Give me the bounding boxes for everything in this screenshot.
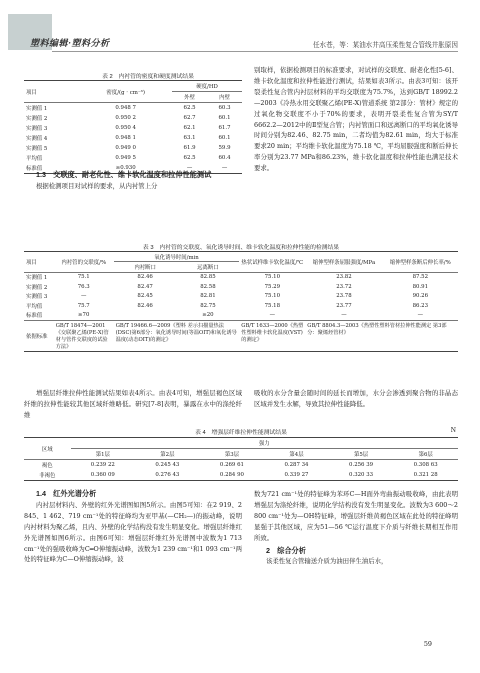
- table-cell: 0.239 22: [90, 462, 115, 468]
- table-cell: ≥70: [78, 312, 90, 319]
- table-cell: 0.950 4: [115, 125, 136, 131]
- table-cell: 60.1: [218, 135, 231, 141]
- table2-header-item: 项目: [24, 81, 79, 103]
- table-cell: GB/T 1633—2000《热塑性塑料维卡软化温度(VST)的测定》: [241, 322, 304, 343]
- section-1-4-continued: 数为721 cm⁻¹处的特征峰为苯环C—H面外弯曲振动吸收峰，由此表明增强层为涤纶纤维，说明化学结构没有发生明显变化。波数为3 600～2 800 cm⁻¹处为—OH特征峰，增强层纤维黄褐色区域在此处的特征峰明显强于其他区域，应为51—56 ℃运行温度下介质与纤维长期相互作用所致。: [254, 490, 458, 542]
- table-row: [24, 103, 242, 114]
- table-row: [24, 153, 242, 163]
- table3-header-oit: 氧化诱导时间/min: [114, 252, 240, 262]
- table-cell: 75.7: [77, 302, 90, 309]
- table3-header-oit-far: 远离断口: [177, 262, 240, 272]
- table2-header-density: 密度/(g · cm⁻³): [79, 81, 172, 103]
- table-row: [24, 143, 242, 153]
- table-cell: 75.18: [264, 302, 281, 309]
- table-cell: 第3层: [200, 449, 265, 460]
- table-cell: 82.81: [200, 293, 216, 300]
- table-cell: 非褐色: [39, 473, 56, 479]
- table-cell: GB/T 18474—2001《交联聚乙烯(PE-X)管材与管件交联度的试验方法》: [55, 322, 109, 350]
- table3-header-oit-near: 内衬断口: [114, 262, 177, 272]
- table-cell: 0.276 43: [155, 472, 180, 478]
- table-cell: 实测值 1: [26, 275, 48, 282]
- table-cell: [114, 310, 177, 320]
- table2-caption: 表 2 内衬管的密度和硬度测试结果: [102, 74, 194, 80]
- table-cell: —: [186, 165, 193, 171]
- table-cell: 标准值: [26, 166, 43, 172]
- table-cell: 23.72: [336, 283, 352, 290]
- header-rule: [52, 51, 458, 52]
- table4-header-strength: 强力: [71, 438, 458, 449]
- table-cell: 平均值: [26, 303, 43, 310]
- section-1-4-text: 内衬层材料内、外壁的红外光谱图如图5所示。由图5可知：在2 919、2 845、1 462、719 cm⁻¹处的特征峰均为亚甲基(—CH₂—)的振动峰，说明内衬材料为聚乙烯，且内、外壁的化学结构没有发生明显变化。增强层纤维红外光谱图如图6所示。由图6可知：增强层纤维红外光谱图中波数为1 713 cm⁻¹处的强吸收峰为C═O伸缩振动峰，波数为1 239 cm⁻¹和1 093 cm⁻¹两处的特征峰为C—O伸缩振动峰，波: [24, 500, 242, 564]
- table-cell: 0.308 63: [413, 462, 438, 468]
- table-row: [24, 113, 242, 123]
- table-cell: 80.91: [412, 283, 428, 290]
- table2-header-hardness: 硬度/HD: [172, 81, 242, 92]
- running-title: 任水苍，等：某油水井高压柔性复合管线井胀原因: [312, 41, 458, 49]
- table-cell: 62.5: [183, 155, 196, 161]
- section-1-4-title: 1.4 红外光谱分析: [36, 489, 97, 498]
- table-cell: 实测值 5: [26, 146, 48, 152]
- section-2-text: 该柔性复合管输送介质为油田伴生油后水，: [266, 557, 388, 566]
- table3: [24, 251, 458, 352]
- table-cell: 标准值: [26, 313, 43, 320]
- table-row: [24, 133, 242, 143]
- table-cell: 62.7: [183, 115, 196, 121]
- table4: [24, 437, 458, 481]
- table3-header-elongation: 缩伸型样条断后伸长率/%: [383, 252, 458, 273]
- table-cell: —: [81, 293, 87, 300]
- table-row: [24, 123, 242, 133]
- table-cell: —: [417, 312, 423, 319]
- section-1-3-text: 根据检测项目对试样的要求，从内衬管上分: [36, 181, 158, 190]
- table-cell: 90.26: [412, 293, 428, 300]
- table-cell: 82.85: [200, 274, 216, 281]
- table-cell: 75.1: [77, 274, 90, 281]
- table-cell: 60.4: [218, 155, 231, 161]
- bottom-left-column: [24, 489, 242, 565]
- table-cell: 第2层: [135, 449, 200, 460]
- page-header: [0, 0, 480, 52]
- table-cell: 0.321 28: [413, 472, 438, 478]
- table-cell: 62.5: [183, 105, 196, 111]
- table-cell: 62.1: [183, 125, 196, 131]
- table-row: [24, 470, 458, 481]
- bottom-right-column: [254, 489, 458, 567]
- table2-header-outer: 外壁: [172, 92, 207, 103]
- table-row: [24, 292, 458, 301]
- page-number: 59: [423, 640, 432, 648]
- table-cell: 0.256 39: [349, 462, 374, 468]
- table-cell: 86.23: [412, 302, 428, 309]
- table-cell: 63.1: [183, 135, 196, 141]
- table-cell: 60.3: [218, 105, 231, 111]
- table4-unit: N: [450, 427, 456, 434]
- table3-caption: 表 3 内衬管的交联度、氧化诱导时间、维卡软化温度和拉伸性能的检测结果: [142, 245, 340, 251]
- table-cell: —: [341, 312, 347, 319]
- middle-left-text: 增强层纤维拉伸性能测试结果如表4所示。由表4可知，增强层褐色区域纤维的拉伸性能较其他区域纤维略低。研究[7-8]表明，暴露在水中的涤纶纤维: [24, 389, 242, 419]
- left-column-text: [24, 170, 242, 192]
- table-cell: —: [221, 165, 228, 171]
- table-cell: 76.3: [77, 283, 90, 290]
- table-cell: 82.46: [137, 302, 153, 309]
- table-cell: 实测值 4: [26, 136, 48, 142]
- table-cell: 0.950 2: [115, 115, 136, 121]
- section-2-title: 2 综合分析: [266, 545, 306, 555]
- table-cell: 0.245 43: [155, 462, 180, 468]
- table4-header-region: 区域: [24, 438, 71, 460]
- table2-header-inner: 内壁: [207, 92, 242, 103]
- table-cell: 实测值 3: [26, 294, 48, 301]
- table-cell: 82.47: [137, 283, 153, 290]
- table-cell: 平均值: [26, 156, 43, 162]
- table-row: [24, 301, 458, 310]
- table-cell: 23.82: [336, 274, 352, 281]
- table-cell: 0.948 7: [115, 105, 136, 111]
- table3-header-item: 项目: [24, 252, 54, 273]
- table-row: [24, 460, 458, 471]
- table3-methods-row: [24, 320, 458, 351]
- table-cell: 实测值 3: [26, 126, 48, 132]
- table-cell: 75.10: [264, 274, 281, 281]
- table-cell: 0.339 27: [284, 472, 309, 478]
- right-column-text: [254, 65, 458, 174]
- table-cell: 0.284 90: [219, 472, 244, 478]
- table-cell: 59.9: [218, 145, 231, 151]
- table-cell: 第6层: [393, 449, 458, 460]
- table-cell: ≥0.930: [115, 165, 136, 171]
- table-cell: 61.9: [183, 145, 196, 151]
- table3-header-crosslink: 内衬管的交联度/%: [54, 252, 114, 273]
- table-cell: 0.269 61: [219, 462, 244, 468]
- table-cell: 0.287 34: [284, 462, 309, 468]
- table-cell: 实测值 2: [26, 116, 48, 122]
- table-cell: 75.10: [264, 293, 281, 300]
- middle-right-text: 吸收的水分含量会随时间的延长而增加，水分会渗透到聚合物的非晶态区域并发生水解，导致其拉伸性能降低。: [254, 389, 458, 408]
- table-cell: 82.58: [200, 283, 216, 290]
- right-paragraph: 别取样，依据检测项目的标准要求，对试样的交联度、耐老化性[5-6]、维卡软化温度和拉伸性能进行测试，结果如表3所示。由表3可知：该开裂柔性复合管内衬层材料的平均交联度为75.7%，达到GB/T 18992.2—2003《冷热水用交联聚乙烯(PE-X)管道系统 第2部分：管材》规定的过氧化物交联度不小于70%的要求，表明开裂柔性复合管为SY/T 6662.2—2012中的Ⅱ型复合管；内衬管面口和远离断口的平均氧化诱导时间分别为82.46、82.75 min，二者均值为82.61 min，均大于标准要求20 min；平均维卡软化温度为75.18 ℃，平均屈服强度和断后伸长率分别为23.77 MPa和86.23%，维卡软化温度和拉伸性能也满足技术要求。: [254, 66, 458, 173]
- table-cell: 82.45: [137, 293, 153, 300]
- journal-section-title: 塑料编辑·塑料分析: [30, 38, 110, 48]
- table-cell: 82.46: [137, 274, 153, 281]
- table-cell: 23.78: [336, 293, 352, 300]
- table-cell: 61.7: [218, 125, 231, 131]
- table-cell: 75.29: [264, 283, 281, 290]
- table-cell: 0.320 33: [349, 472, 374, 478]
- table-cell: 实测值 1: [26, 106, 48, 112]
- table-cell: GB/T 8804.3—2003《热塑性塑料管材拉伸性能测定 第3部分：聚烯烃管材》: [307, 322, 447, 336]
- table-cell: GB/T 19466.6—2009《塑料 差示扫描量热法(DSC)第6部分：氧化诱导时间(等温OIT)和氧化诱导温度(动态OIT)的测定》: [115, 322, 237, 343]
- table-cell: ≥20: [202, 312, 214, 319]
- table-cell: 第4层: [264, 449, 329, 460]
- table-cell: 第5层: [329, 449, 394, 460]
- table-cell: 实测值 2: [26, 284, 48, 291]
- table-cell: 0.949 0: [115, 145, 136, 151]
- table-cell: 0.360 09: [90, 472, 115, 478]
- table-cell: 0.949 5: [115, 155, 136, 161]
- table-cell: 87.52: [412, 274, 428, 281]
- table3-header-yield: 缩伸型样条屈服强度/MPa: [305, 252, 382, 273]
- table-row: [24, 272, 458, 282]
- table-cell: 依据标准: [26, 333, 48, 340]
- table-cell: —: [269, 312, 275, 319]
- table2: [24, 80, 242, 174]
- table3-header-vicat: 热状试样维卡软化温度/℃: [239, 252, 305, 273]
- table-cell: 0.948 1: [115, 135, 136, 141]
- table-cell: 褐色: [41, 463, 53, 469]
- table-row: [24, 282, 458, 291]
- table-row: [24, 310, 458, 320]
- table4-caption: 表 4 增强层纤维拉伸性能测试结果: [195, 430, 287, 436]
- table-cell: 82.75: [200, 302, 216, 309]
- table-cell: 60.1: [218, 115, 231, 121]
- section-1-3-title: 1.3 交联度、耐老化性、维卡软化温度和拉伸性能测试: [36, 170, 212, 179]
- table-cell: 23.77: [336, 302, 352, 309]
- table-cell: 第1层: [71, 449, 136, 460]
